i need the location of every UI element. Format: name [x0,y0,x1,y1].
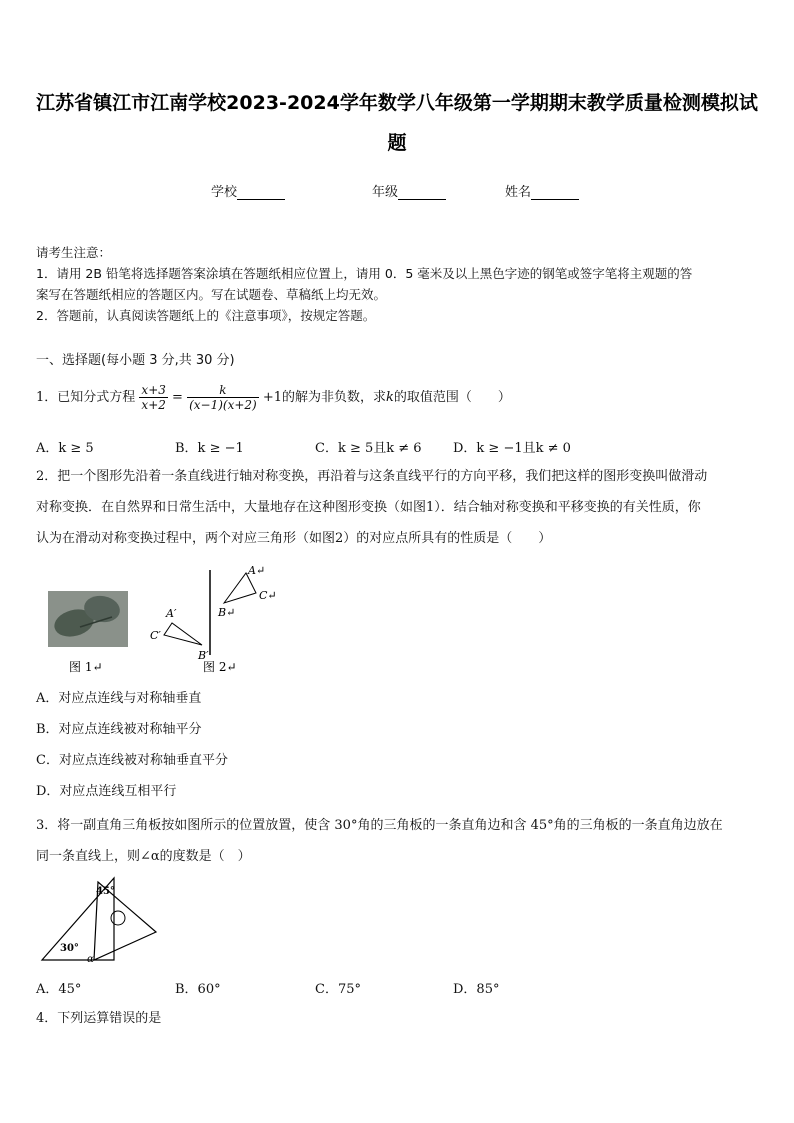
notice-item-2: 2．答题前，认真阅读答题纸上的《注意事项》，按规定答题。 [36,308,376,323]
angle-45-label: 45° [96,886,115,897]
section-heading: 一、选择题(每小题 3 分,共 30 分) [36,353,235,368]
q3-option-d[interactable]: D．85° [453,982,500,997]
notice-item-1-cont: 案写在答题纸相应的答题区内。写在试题卷、草稿纸上均无效。 [36,287,387,302]
question-2-line-3: 认为在滑动对称变换过程中，两个对应三角形（如图2）的对应点所具有的性质是（ ） [36,531,552,546]
q2-option-b[interactable]: B．对应点连线被对称轴平分 [36,722,202,737]
q1-option-b[interactable]: B．k ≥ −1 [175,441,244,456]
label-c-prime: C′ [150,629,161,642]
q3-figure [36,872,166,967]
fraction-2: $\frac{k}{(x-1)(x+2)}$ [189,383,257,412]
page-title-continued: 题 [387,132,407,154]
q1-option-c[interactable]: C．k ≥ 5且k ≠ 6 [315,441,422,456]
q2-option-a[interactable]: A．对应点连线与对称轴垂直 [36,691,202,706]
label-c: C↵ [259,589,277,602]
name-field: 姓名 [505,181,579,200]
q2-option-d[interactable]: D．对应点连线互相平行 [36,784,177,799]
label-b: B↵ [218,606,236,619]
triangle-abc [224,573,256,603]
question-3-line-2: 同一条直线上，则∠α的度数是（ ） [36,849,251,864]
question-3-line-1: 3．将一副直角三角板按如图所示的位置放置，使含 30°角的三角板的一条直角边和含 45°角的三角板的一条直角边放在 [36,818,723,833]
question-2-line-1: 2．把一个图形先沿着一条直线进行轴对称变换，再沿着与这条直线平行的方向平移，我们把这样的图形变换叫做滑动 [36,469,708,484]
alpha-label: α [87,954,94,965]
fig2-caption: 图 2↵ [203,660,237,674]
q3-option-b[interactable]: B．60° [175,982,221,997]
q3-option-c[interactable]: C．75° [315,982,361,997]
notice-item-1: 1．请用 2B 铅笔将选择题答案涂填在答题纸相应位置上，请用 0．5 毫米及以上黑色字迹的钢笔或签字笔将主观题的答 [36,266,693,281]
grade-field: 年级 [372,181,446,200]
label-a-prime: A′ [166,607,177,620]
question-1: 1．已知分式方程 $\frac{x+3}{x+2}$ = $\frac{k}{(x-1)(x+2)}$ +1的解为非负数，求k的取值范围（ ） [36,383,511,412]
q3-option-a[interactable]: A．45° [36,982,82,997]
fig1-caption: 图 1↵ [69,660,103,674]
q2-figures [40,565,300,680]
q2-option-c[interactable]: C．对应点连线被对称轴垂直平分 [36,753,228,768]
label-b-prime: B′ [198,649,209,662]
school-field: 学校 [211,181,285,200]
fraction-1: $\frac{x+3}{x+2}$ [141,383,166,412]
q1-option-d[interactable]: D．k ≥ −1且k ≠ 0 [453,441,571,456]
notice-heading: 请考生注意： [36,245,112,260]
angle-30-label: 30° [60,943,79,954]
question-2-line-2: 对称变换．在自然界和日常生活中，大量地存在这种图形变换（如图1）．结合轴对称变换和平移变换的有关性质，你 [36,500,701,515]
question-4: 4．下列运算错误的是 [36,1011,162,1026]
page-title: 江苏省镇江市江南学校2023-2024学年数学八年级第一学期期末教学质量检测模拟试 [36,92,758,114]
q1-option-a[interactable]: A．k ≥ 5 [36,441,94,456]
triangle-abc-prime [164,623,202,645]
label-a: A↵ [248,565,266,577]
